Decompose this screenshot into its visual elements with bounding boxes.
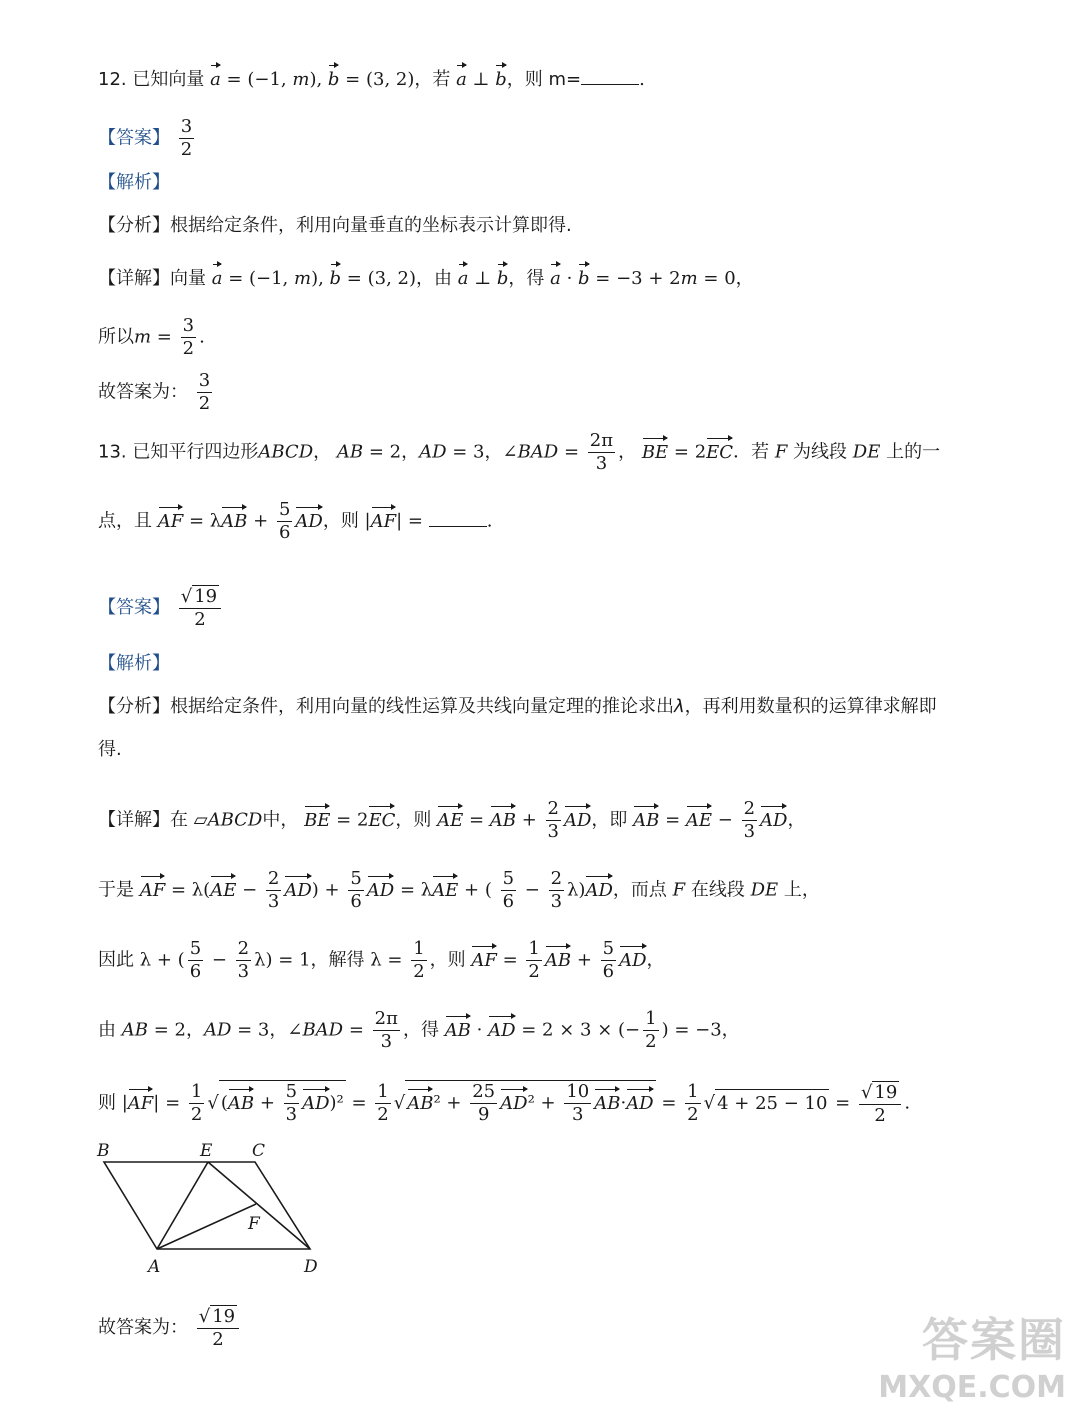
watermark-cn: 答案圈 xyxy=(922,1313,1066,1367)
label-d: D xyxy=(304,1257,318,1277)
label-f: F xyxy=(248,1214,260,1234)
parallelogram-figure xyxy=(90,1138,340,1280)
label-e: E xyxy=(200,1141,213,1161)
q12-fenxi: 【分析】根据给定条件，利用向量垂直的坐标表示计算即得. xyxy=(98,215,572,236)
label-a: A xyxy=(148,1257,161,1277)
label-c: C xyxy=(252,1141,266,1161)
parallelogram-abcd xyxy=(104,1162,310,1249)
q12-xiangjie: 【详解】向量 a = (−1, m), b = (3, 2)，由 a ⊥ b，得 a · b = −3 + 2m = 0， xyxy=(98,262,754,293)
q12-analysis-tag: 【解析】 xyxy=(98,172,170,193)
q13-step5: 则 |AF| = $\frac{1}{2}$ √ (AB + $\frac{5}{3}$ AD)² = $\frac{1}{2}$ √ AB² + $\frac{25}{9}$ AD² + $\frac{10}{3}$ AB·AD = $\frac{1}{2}$ √ 4 + 25 − 10 = $\frac{√ 19}{2}$ . xyxy=(98,1081,911,1126)
q13-stem-line2: 点，且 AF = λAB + $\frac{5}{6}$ AD，则 |AF| = . xyxy=(98,499,493,543)
q13-final: 故答案为： $\frac{√ 19}{2}$ xyxy=(98,1305,242,1351)
segment-de xyxy=(208,1162,310,1249)
answer-tag: 【答案】 xyxy=(98,127,170,149)
q12-final: 故答案为： $\frac{3}{2}$ xyxy=(98,370,211,414)
q13-fenxi-line2: 得. xyxy=(98,739,122,760)
q13-analysis-tag: 【解析】 xyxy=(98,653,170,674)
label-b: B xyxy=(97,1141,110,1161)
q12-stem: 12. 已知向量 a = (−1, m), b = (3, 2)，若 a ⊥ b，则 m= . xyxy=(98,63,645,94)
q12-answer: 【答案】 $\frac{3}{2}$ xyxy=(98,116,193,160)
watermark xyxy=(878,1304,1066,1405)
q13-step4: 由 AB = 2，AD = 3，∠BAD = $\frac{2\pi}{3}$ ，得 AB · AD = 2 × 3 × (− $\frac{1}{2}$ ) = −3， xyxy=(98,1008,740,1052)
q13-step1: 【详解】在 ▱ABCD中， BE = 2EC，则 AE = AB + $\frac{2}{3}$ AD，即 AB = AE − $\frac{2}{3}$ AD， xyxy=(98,798,806,842)
q12-suoyi: 所以m = $\frac{3}{2}$ . xyxy=(98,315,205,359)
q13-stem: 13. 已知平行四边形ABCD， AB = 2，AD = 3，∠BAD = $\frac{2\pi}{3}$ ， BE = 2EC．若 F 为线段 DE 上的一 xyxy=(98,430,941,474)
q13-step3: 因此 λ + ( $\frac{5}{6}$ − $\frac{2}{3}$ λ) = 1，解得 λ = $\frac{1}{2}$ ，则 AF = $\frac{1}{2}$ AB + $\frac{5}{6}$ AD， xyxy=(98,938,665,982)
watermark-en: MXQE.COM xyxy=(878,1370,1066,1405)
q13-step2: 于是 AF = λ(AE − $\frac{2}{3}$ AD) + $\frac{5}{6}$ AD = λAE + ( $\frac{5}{6}$ − $\frac{2}{3}$ λ)AD，而点 F 在线段 DE 上， xyxy=(98,868,820,912)
segment-ae xyxy=(157,1162,208,1249)
segment-af xyxy=(157,1204,256,1249)
q13-answer: 【答案】 $\frac{√ 19}{2}$ xyxy=(98,585,224,631)
q13-fenxi: 【分析】根据给定条件，利用向量的线性运算及共线向量定理的推论求出λ，再利用数量积的运算律求解即 xyxy=(98,696,937,717)
